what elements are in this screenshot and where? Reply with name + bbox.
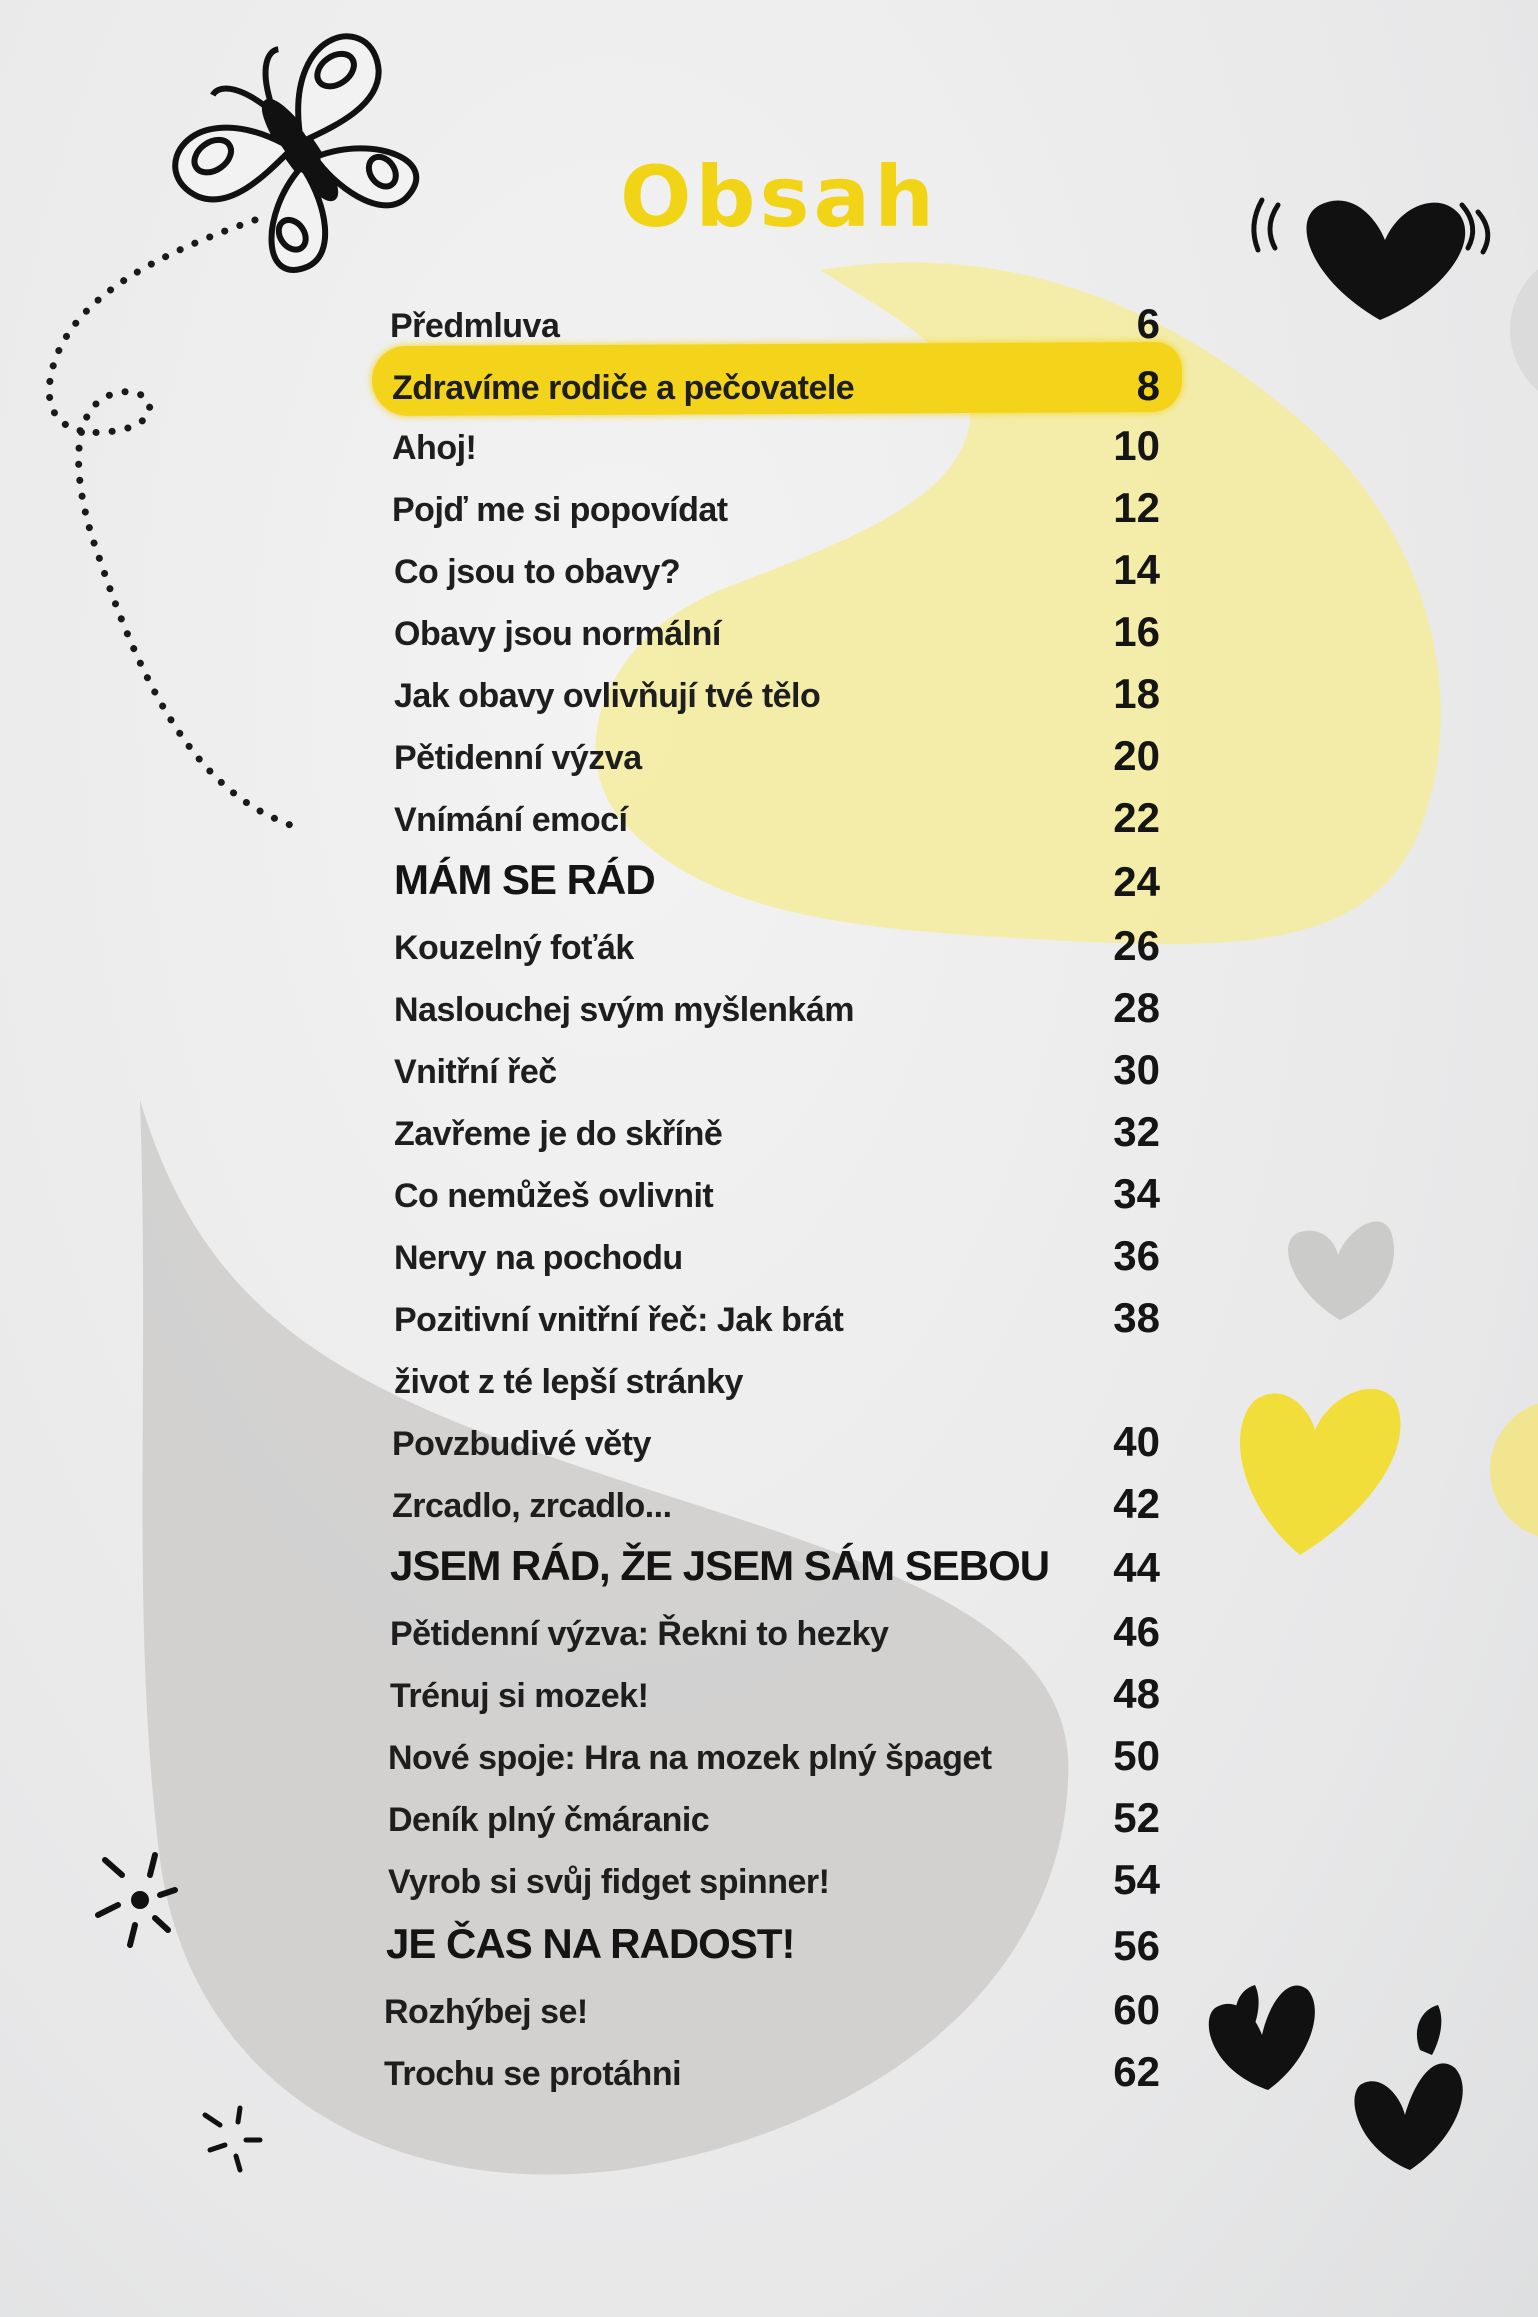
toc-row — [390, 1666, 1160, 1724]
toc-page-number: 46 — [1113, 1608, 1160, 1655]
toc-row — [388, 1728, 1160, 1786]
toc-page-number: 20 — [1113, 732, 1160, 779]
gray-edge-circle — [1510, 250, 1538, 410]
toc-section-row — [386, 1918, 1160, 1976]
toc-row — [394, 1352, 1160, 1410]
toc-row — [394, 1228, 1160, 1286]
toc-page-number: 50 — [1113, 1732, 1160, 1779]
toc-row — [394, 1042, 1160, 1100]
toc-row — [394, 1104, 1160, 1162]
toc-entry-title: Ahoj! — [392, 429, 477, 467]
toc-page-number: 16 — [1113, 608, 1160, 655]
toc-entry-title: JE ČAS NA RADOST! — [386, 1920, 795, 1967]
black-leaf-sprout-icon — [1209, 1985, 1463, 2170]
toc-row — [392, 1476, 1160, 1534]
gray-heart-icon — [1288, 1221, 1394, 1320]
toc-row — [384, 1982, 1160, 2040]
toc-page-number: 52 — [1113, 1794, 1160, 1841]
toc-page-number: 8 — [1136, 362, 1160, 409]
toc-entry-title: Trénuj si mozek! — [390, 1677, 649, 1715]
toc-entry-title: Co jsou to obavy? — [394, 553, 681, 591]
toc-row — [388, 1852, 1160, 1910]
toc-entry-title: život z té lepší stránky — [394, 1363, 743, 1401]
toc-entry-title: Jak obavy ovlivňují tvé tělo — [394, 677, 821, 715]
toc-page-number: 22 — [1113, 794, 1160, 841]
toc-entry-title: MÁM SE RÁD — [394, 856, 655, 903]
yellow-heart-icon — [1240, 1389, 1401, 1555]
toc-entry-title: Zdravíme rodiče a pečovatele — [392, 369, 855, 407]
toc-page-number: 32 — [1113, 1108, 1160, 1155]
yellow-edge-circle — [1490, 1400, 1538, 1540]
toc-row — [390, 1604, 1160, 1662]
toc-entry-title: Deník plný čmáranic — [388, 1801, 710, 1839]
dotted-flight-path — [49, 220, 290, 825]
toc-entry-title: Rozhýbej se! — [384, 1993, 588, 2031]
toc-page-number: 34 — [1113, 1170, 1160, 1217]
toc-row — [394, 728, 1160, 786]
toc-entry-title: Naslouchej svým myšlenkám — [394, 991, 854, 1029]
toc-page-number: 42 — [1113, 1480, 1160, 1527]
toc-row — [392, 480, 1160, 538]
toc-page-number: 60 — [1113, 1986, 1160, 2033]
toc-entry-title: Předmluva — [390, 307, 560, 345]
toc-entry-title: Zavřeme je do skříně — [394, 1115, 723, 1153]
toc-entry-title: Vnitřní řeč — [394, 1053, 557, 1091]
toc-entry-title: Nervy na pochodu — [394, 1239, 683, 1277]
toc-entry-title: Povzbudivé věty — [392, 1425, 651, 1463]
toc-entry-title: Kouzelný foťák — [394, 929, 634, 967]
toc-row — [394, 980, 1160, 1038]
toc-row — [388, 1790, 1160, 1848]
toc-page-number: 14 — [1113, 546, 1160, 593]
toc-page-number: 62 — [1113, 2048, 1160, 2095]
toc-row — [384, 2044, 1160, 2102]
toc-entry-title: Pozitivní vnitřní řeč: Jak brát — [394, 1301, 844, 1339]
toc-row — [394, 790, 1160, 848]
toc-entry-title: Obavy jsou normální — [394, 615, 721, 653]
toc-row — [394, 542, 1160, 600]
toc-page-number: 18 — [1113, 670, 1160, 717]
toc-row — [394, 604, 1160, 662]
toc-row — [394, 918, 1160, 976]
toc-row — [392, 358, 1160, 416]
toc-section-row — [394, 854, 1160, 912]
toc-entry-title: Vnímání emocí — [394, 801, 628, 839]
toc-page-number: 30 — [1113, 1046, 1160, 1093]
toc-page-number: 28 — [1113, 984, 1160, 1031]
toc-entry-title: Pojď me si popovídat — [392, 491, 728, 529]
toc-page-number: 12 — [1113, 484, 1160, 531]
toc-page-number: 38 — [1113, 1294, 1160, 1341]
toc-row — [394, 666, 1160, 724]
toc-row — [390, 296, 1160, 354]
toc-page-number: 44 — [1113, 1544, 1160, 1591]
toc-row — [394, 1166, 1160, 1224]
toc-entry-title: Vyrob si svůj fidget spinner! — [388, 1863, 830, 1901]
toc-page-number: 10 — [1113, 422, 1160, 469]
toc-page-number: 56 — [1113, 1922, 1160, 1969]
toc-entry-title: Trochu se protáhni — [384, 2055, 682, 2093]
toc-section-row — [390, 1540, 1160, 1598]
toc-entry-title: Nové spoje: Hra na mozek plný špaget — [388, 1739, 992, 1777]
toc-page-number: 26 — [1113, 922, 1160, 969]
toc-page-number: 40 — [1113, 1418, 1160, 1465]
page-title: Obsah — [620, 148, 939, 246]
toc-page-number: 54 — [1113, 1856, 1160, 1903]
toc-page-number: 48 — [1113, 1670, 1160, 1717]
toc-page-number: 36 — [1113, 1232, 1160, 1279]
toc-row — [394, 1290, 1160, 1348]
toc-row — [392, 1414, 1160, 1472]
sparkle-icon — [205, 2108, 260, 2170]
butterfly-icon — [149, 4, 453, 299]
toc-row — [392, 418, 1160, 476]
toc-page-number: 6 — [1136, 300, 1160, 347]
toc-entry-title: JSEM RÁD, ŽE JSEM SÁM SEBOU — [390, 1542, 1050, 1589]
toc-entry-title: Co nemůžeš ovlivnit — [394, 1177, 714, 1215]
toc-page-number: 24 — [1113, 858, 1160, 905]
toc-entry-title: Zrcadlo, zrcadlo... — [392, 1487, 672, 1525]
black-heart-icon — [1254, 200, 1488, 320]
toc-entry-title: Pětidenní výzva — [394, 739, 642, 777]
toc-entry-title: Pětidenní výzva: Řekni to hezky — [390, 1615, 889, 1653]
